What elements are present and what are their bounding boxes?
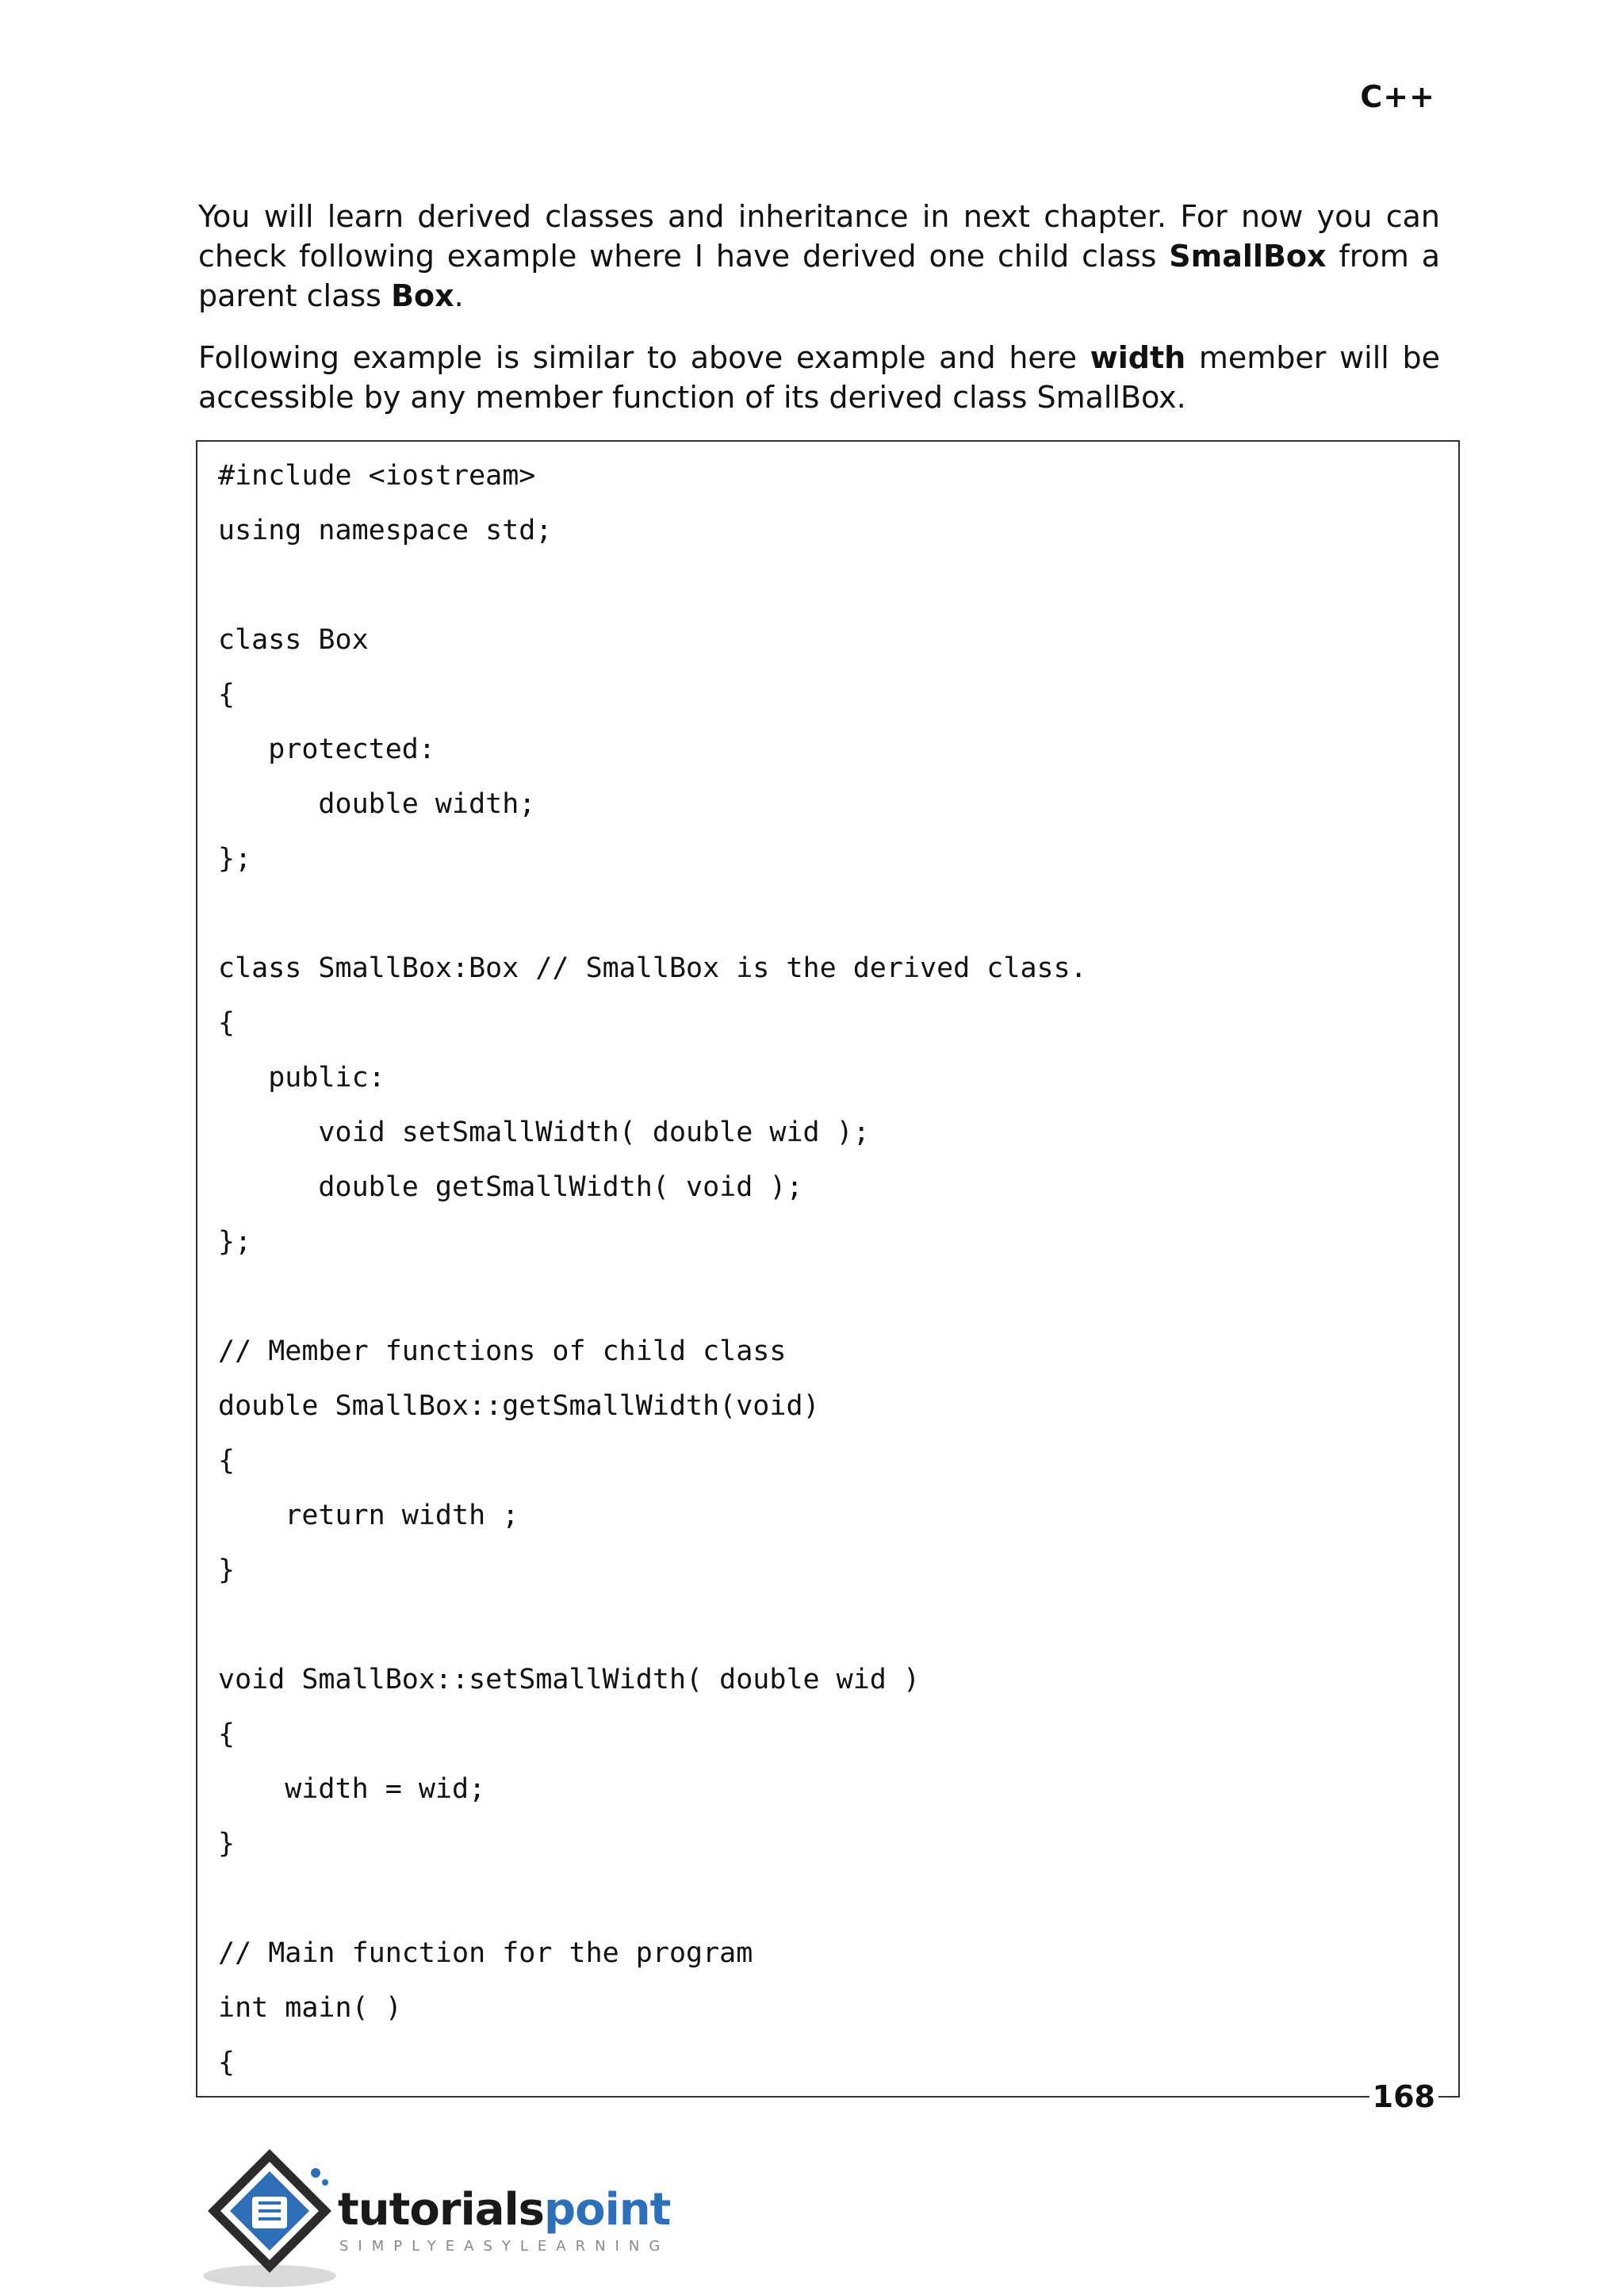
code-line: class SmallBox:Box // SmallBox is the derived class. [218,952,1087,984]
example-description-paragraph: Following example is similar to above example and here width member will be accessible by any member function of its derived class SmallBox. [198,340,1440,415]
intro-paragraph: You will learn derived classes and inheritance in next chapter. For now you can check following example where I have derived one child class SmallBox from a parent class Box. [198,199,1440,313]
code-line: }; [218,1226,252,1258]
code-line: // Member functions of child class [218,1335,787,1367]
page-header-title: C++ [1360,79,1435,114]
code-line: #include <iostream> [218,460,536,492]
code-line: { [218,1007,236,1039]
code-line: public: [218,1062,385,1094]
code-line: using namespace std; [218,515,553,546]
code-line: }; [218,843,252,875]
page-number: 168 [1369,2079,1438,2114]
code-line: int main( ) [218,1992,402,2024]
code-line: class Box [218,624,369,656]
code-line: double SmallBox::getSmallWidth(void) [218,1390,820,1422]
code-line: void setSmallWidth( double wid ); [218,1117,870,1148]
code-line: { [218,2047,236,2079]
code-line: protected: [218,734,435,765]
logo-text-point: point [544,2184,671,2236]
code-line: // Main function for the program [218,1937,753,1969]
code-line: { [218,1718,236,1750]
code-block [196,440,1460,2098]
code-line: width = wid; [218,1773,486,1805]
code-line: } [218,1828,236,1860]
code-line: { [218,1445,236,1477]
code-line: void SmallBox::setSmallWidth( double wid ) [218,1664,921,1695]
logo-diamond-icon [197,2141,347,2292]
tutorialspoint-logo [197,2141,688,2292]
code-line: { [218,679,236,711]
code-line: double getSmallWidth( void ); [218,1171,803,1203]
logo-tagline: SIMPLYEASYLEARNING [339,2238,670,2255]
code-line: return width ; [218,1500,519,1531]
code-line: double width; [218,788,536,820]
code-line: } [218,1554,236,1586]
logo-text-tutorials: tutorials [338,2184,545,2236]
